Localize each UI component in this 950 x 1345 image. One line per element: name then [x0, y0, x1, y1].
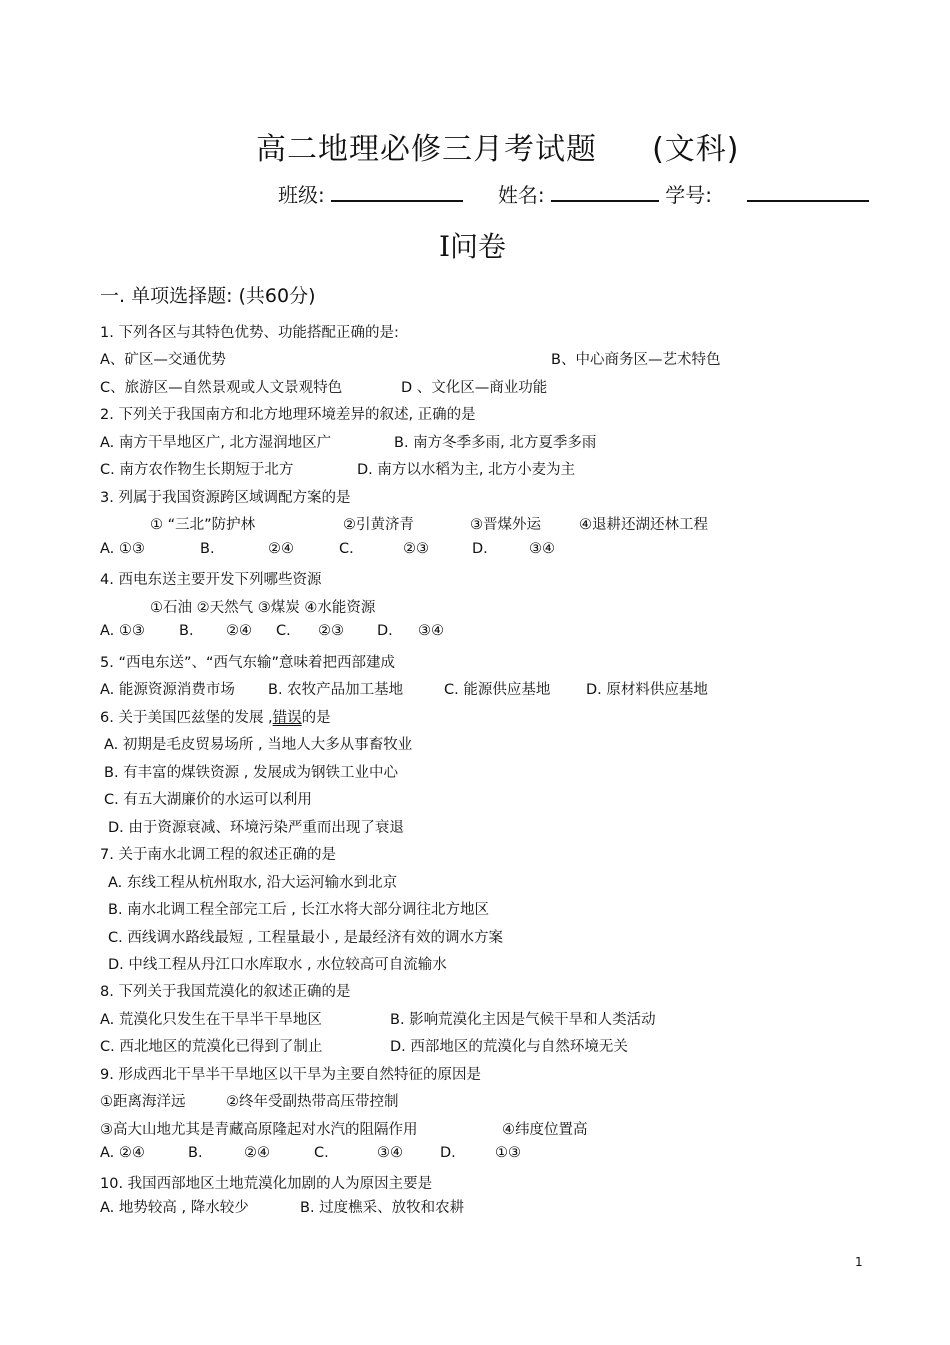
q4-stem: 4. 西电东送主要开发下列哪些资源 [100, 572, 322, 588]
q9-option-d: D. [440, 1145, 456, 1161]
q4-option-c: C. [276, 623, 291, 639]
q2-option-a: A. 南方干旱地区广, 北方湿润地区广 [100, 435, 332, 451]
q6-option-d: D. 由于资源衰减、环境污染严重而出现了衰退 [108, 820, 404, 836]
q9-item-3: ③高大山地尤其是青藏高原隆起对水汽的阻隔作用 [100, 1122, 418, 1138]
q9-item-4: ④纬度位置高 [502, 1122, 588, 1138]
q6-stem [100, 706, 331, 727]
class-label: 班级: [278, 183, 325, 207]
q6-option-a: A. 初期是毛皮贸易场所 , 当地人大多从事畜牧业 [104, 737, 413, 753]
q7-stem: 7. 关于南水北调工程的叙述正确的是 [100, 847, 336, 863]
q7-option-c: C. 西线调水路线最短 , 工程量最小 , 是最经济有效的调水方案 [108, 930, 503, 946]
q10-option-a: A. 地势较高 , 降水较少 [100, 1200, 249, 1216]
q4-items: ①石油 ②天然气 ③煤炭 ④水能资源 [150, 600, 376, 616]
q3-item-3: ③晋煤外运 [470, 517, 541, 533]
q9-option-c-value: ③④ [377, 1145, 403, 1161]
title-text: 高二地理必修三月考试题 [256, 132, 597, 167]
q2-option-d: D. 南方以水稻为主, 北方小麦为主 [357, 462, 576, 478]
q3-option-d-value: ③④ [529, 541, 555, 557]
name-blank[interactable] [551, 186, 659, 202]
q3-item-1: ① “三北”防护林 [150, 517, 256, 533]
q9-option-a: A. ②④ [100, 1145, 145, 1161]
q4-option-b-value: ②④ [226, 623, 252, 639]
q6-option-c: C. 有五大湖廉价的水运可以利用 [104, 792, 312, 808]
class-blank[interactable] [331, 186, 463, 202]
q7-option-b: B. 南水北调工程全部完工后 , 长江水将大部分调往北方地区 [108, 902, 489, 918]
q1-option-d: D 、文化区—商业功能 [401, 380, 548, 396]
q8-stem: 8. 下列关于我国荒漠化的叙述正确的是 [100, 984, 351, 1000]
q6-stem-suffix: 的是 [301, 710, 331, 726]
q3-option-b-value: ②④ [268, 541, 294, 557]
q3-option-b: B. [200, 541, 215, 557]
q6-stem-prefix: 6. 关于美国匹兹堡的发展 , [100, 710, 273, 726]
q9-option-d-value: ①③ [495, 1145, 521, 1161]
q9-option-c: C. [314, 1145, 329, 1161]
q9-option-b-value: ②④ [244, 1145, 270, 1161]
q10-stem: 10. 我国西部地区土地荒漠化加剧的人为原因主要是 [100, 1176, 433, 1192]
q8-option-c: C. 西北地区的荒漠化已得到了制止 [100, 1039, 323, 1055]
q3-item-4: ④退耕还湖还林工程 [579, 517, 708, 533]
student-info-row [278, 179, 869, 208]
q5-option-d: D. 原材料供应基地 [586, 682, 708, 698]
q3-item-2: ②引黄济青 [343, 517, 414, 533]
q9-item-2: ②终年受副热带高压带控制 [226, 1094, 399, 1110]
q3-option-c-value: ②③ [403, 541, 429, 557]
q7-option-a: A. 东线工程从杭州取水, 沿大运河输水到北京 [108, 875, 398, 891]
q9-option-b: B. [188, 1145, 203, 1161]
q2-option-b: B. 南方冬季多雨, 北方夏季多雨 [394, 435, 597, 451]
q1-option-c: C、旅游区—自然景观或人文景观特色 [100, 380, 343, 396]
q3-option-c: C. [339, 541, 354, 557]
section-title: 一. 单项选择题: (共60分) [100, 285, 316, 307]
q8-option-d: D. 西部地区的荒漠化与自然环境无关 [390, 1039, 628, 1055]
id-blank[interactable] [747, 186, 869, 202]
q1-option-a: A、矿区—交通优势 [100, 352, 226, 368]
q4-option-c-value: ②③ [318, 623, 344, 639]
q6-stem-emphasis: 错误 [272, 710, 302, 726]
q9-item-1: ①距离海洋远 [100, 1094, 186, 1110]
q1-stem: 1. 下列各区与其特色优势、功能搭配正确的是: [100, 325, 399, 341]
q4-option-a: A. ①③ [100, 623, 145, 639]
q2-stem: 2. 下列关于我国南方和北方地理环境差异的叙述, 正确的是 [100, 407, 476, 423]
q5-option-a: A. 能源资源消费市场 [100, 682, 235, 698]
q4-option-d: D. [377, 623, 393, 639]
page-number: 1 [855, 1255, 863, 1269]
q10-option-b: B. 过度樵采、放牧和农耕 [300, 1200, 465, 1216]
q1-option-b: B、中心商务区—艺术特色 [551, 352, 721, 368]
q4-option-d-value: ③④ [418, 623, 444, 639]
q5-option-b: B. 农牧产品加工基地 [268, 682, 404, 698]
q2-option-c: C. 南方农作物生长期短于北方 [100, 462, 294, 478]
q3-option-a: A. ①③ [100, 541, 145, 557]
q3-option-d: D. [472, 541, 488, 557]
q3-stem: 3. 列属于我国资源跨区域调配方案的是 [100, 490, 351, 506]
q9-stem: 9. 形成西北干旱半干旱地区以干旱为主要自然特征的原因是 [100, 1067, 481, 1083]
q8-option-b: B. 影响荒漠化主因是气候干旱和人类活动 [390, 1012, 656, 1028]
part-title: I问卷 [439, 230, 507, 263]
q8-option-a: A. 荒漠化只发生在干旱半干旱地区 [100, 1012, 322, 1028]
q6-option-b: B. 有丰富的煤铁资源 , 发展成为钢铁工业中心 [104, 765, 398, 781]
q5-stem: 5. “西电东送”、“西气东输”意味着把西部建成 [100, 655, 395, 671]
subject-label: (文科) [652, 132, 740, 167]
q7-option-d: D. 中线工程从丹江口水库取水 , 水位较高可自流输水 [108, 957, 447, 973]
exam-title [256, 124, 740, 168]
q5-option-c: C. 能源供应基地 [444, 682, 551, 698]
id-label: 学号: [665, 183, 713, 207]
name-label: 姓名: [497, 183, 545, 207]
q4-option-b: B. [179, 623, 194, 639]
